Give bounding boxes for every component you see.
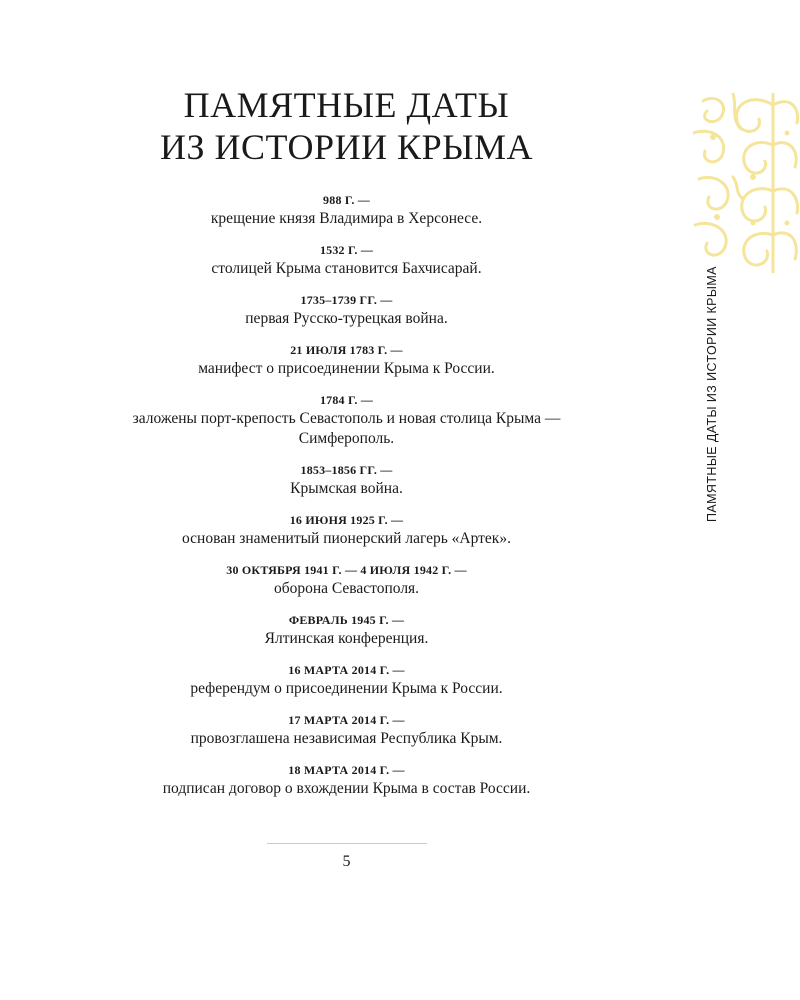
footer-rule	[267, 843, 427, 844]
timeline-entry	[0, 612, 693, 649]
page-title-line-2: ИЗ ИСТОРИИ КРЫМА	[159, 127, 533, 167]
entry-date: 16 ИЮНЯ 1925 Г. —	[289, 513, 404, 527]
page-number: 5	[342, 853, 351, 870]
timeline-entry	[0, 762, 693, 799]
ornament-decoration	[693, 93, 800, 273]
side-running-header: ПАМЯТНЫЕ ДАТЫ ИЗ ИСТОРИИ КРЫМА	[705, 266, 719, 522]
timeline-entry	[0, 192, 693, 229]
entry-description: манифест о присоединении Крыма к России.	[198, 360, 495, 377]
timeline-entry	[0, 462, 693, 499]
entry-date: 21 ИЮЛЯ 1783 Г. —	[290, 343, 403, 357]
entry-description: Ялтинская конференция.	[264, 630, 429, 647]
entry-date: 988 Г. —	[323, 193, 370, 207]
entry-description: столицей Крыма становится Бахчисарай.	[211, 260, 482, 277]
timeline-entry	[0, 712, 693, 749]
entry-description: первая Русско-турецкая война.	[245, 310, 448, 327]
entry-date: 1853–1856 ГГ. —	[300, 463, 393, 477]
entry-description: подписан договор о вхождении Крыма в состав России.	[162, 780, 531, 797]
timeline-entry	[0, 512, 693, 549]
entry-date: 18 МАРТА 2014 Г. —	[288, 763, 405, 777]
timeline-entry	[0, 392, 693, 449]
timeline-list	[0, 192, 693, 812]
page-title-line-1: ПАМЯТНЫЕ ДАТЫ	[183, 85, 510, 125]
entry-description: основан знаменитый пионерский лагерь «Артек».	[182, 530, 511, 547]
timeline-entry	[0, 562, 693, 599]
entry-description: оборона Севастополя.	[273, 580, 420, 597]
timeline-entry	[0, 662, 693, 699]
timeline-entry	[0, 342, 693, 379]
entry-description: референдум о присоединении Крыма к России.	[190, 680, 503, 697]
entry-date: ФЕВРАЛЬ 1945 Г. —	[288, 613, 405, 627]
entry-description: провозглашена независимая Республика Крым.	[190, 730, 503, 747]
entry-description: заложены порт-крепость Севастополь и новая столица Крыма —	[132, 410, 561, 427]
entry-date: 1784 Г. —	[319, 393, 374, 407]
entry-date: 1532 Г. —	[319, 243, 374, 257]
entry-description: Крымская война.	[290, 480, 403, 497]
timeline-entry	[0, 292, 693, 329]
entry-date: 16 МАРТА 2014 Г. —	[288, 663, 405, 677]
entry-description: крещение князя Владимира в Херсонесе.	[210, 210, 483, 227]
timeline-entry	[0, 242, 693, 279]
entry-date: 30 ОКТЯБРЯ 1941 Г. — 4 ИЮЛЯ 1942 Г. —	[226, 563, 467, 577]
entry-date: 17 МАРТА 2014 Г. —	[288, 713, 405, 727]
entry-description: Симферополь.	[298, 430, 395, 447]
page-title	[0, 84, 693, 168]
entry-date: 1735–1739 ГГ. —	[300, 293, 393, 307]
